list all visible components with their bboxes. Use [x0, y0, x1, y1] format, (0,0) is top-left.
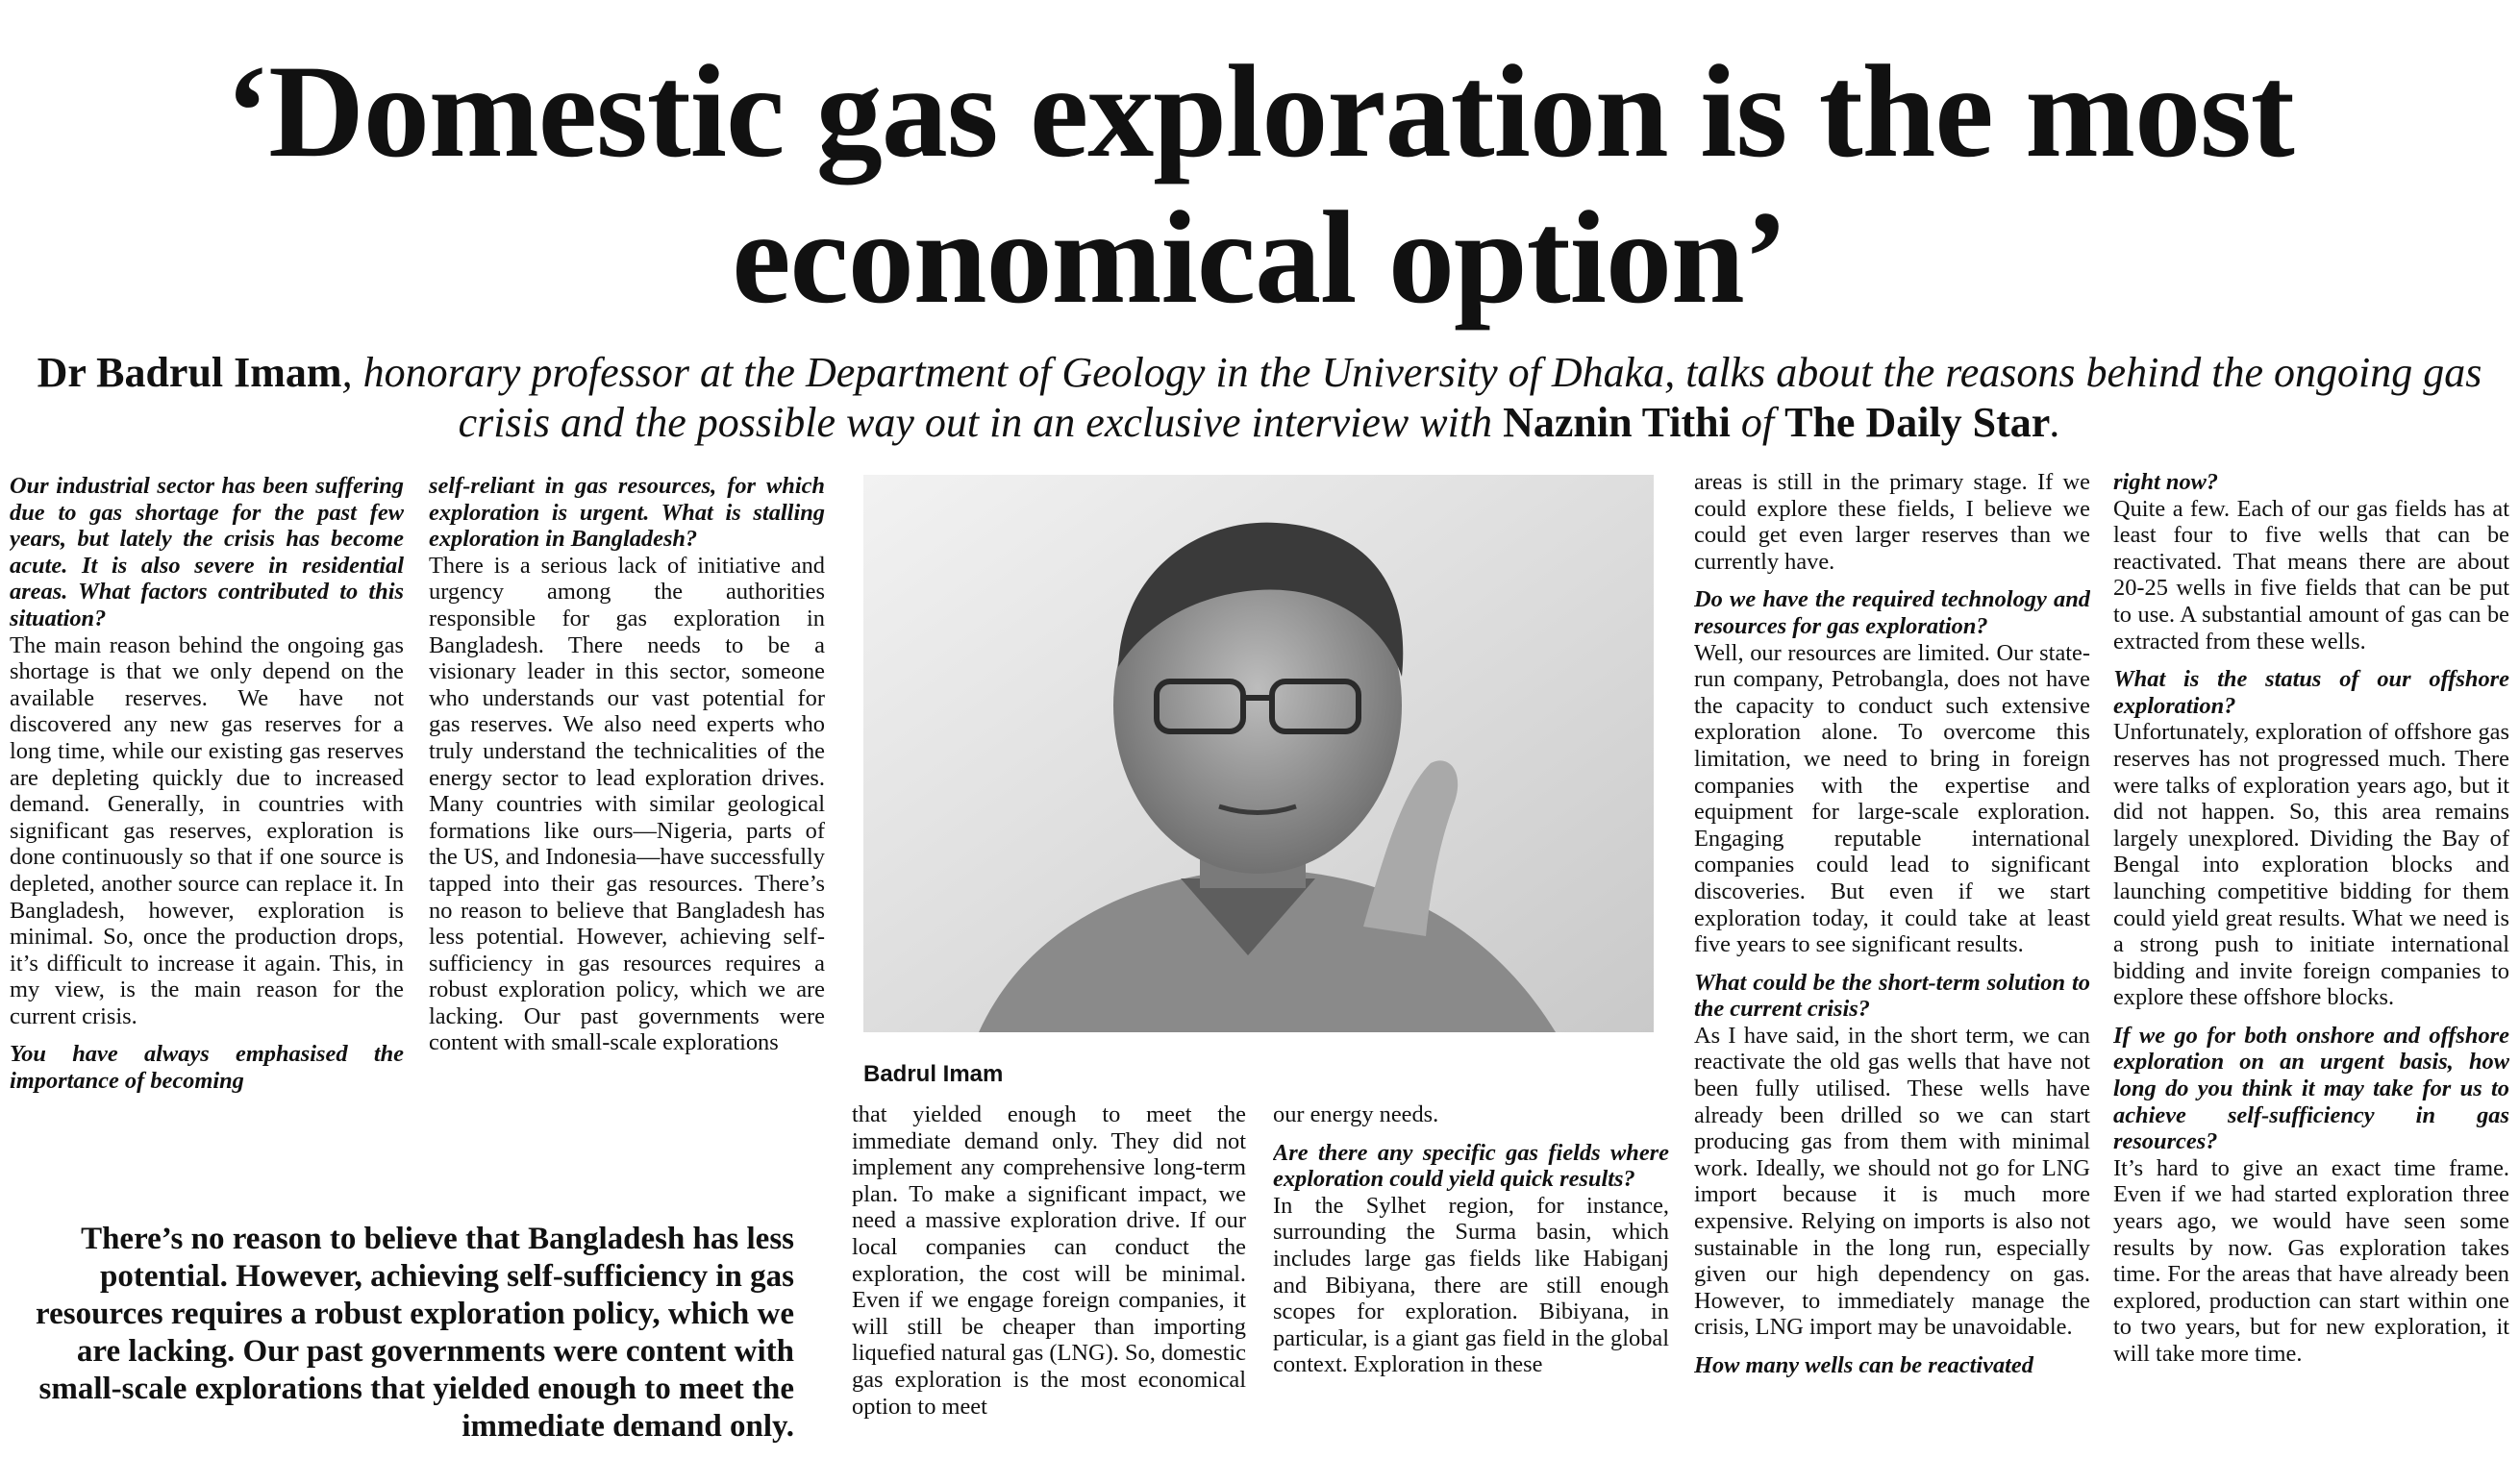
question: Are there any specific gas fields where exploration could yield quick results?	[1273, 1139, 1669, 1193]
column-2	[429, 473, 825, 1165]
column-5	[1694, 469, 2090, 1478]
answer: areas is still in the primary stage. If we could explore these fields, I believe we could get even larger reserves than we currently have.	[1694, 469, 2090, 575]
question: How many wells can be reactivated	[1694, 1352, 2033, 1378]
standfirst-text: , honorary professor at the Department of Geology in the University of Dhaka, talks about the reasons behind the ongoing gas crisis and the possible way out in an exclusive interview with	[341, 349, 2482, 446]
answer: In the Sylhet region, for instance, surrounding the Surma basin, which includes large gas fields like Habiganj and Bibiyana, there are still enough scopes for exploration. Bibiyana, in particular, is a giant gas field in the global context. Exploration in these	[1273, 1192, 1669, 1378]
interviewee-name: Dr Badrul Imam	[37, 349, 342, 396]
question: You have always emphasised the importance of becoming	[10, 1041, 404, 1095]
question: What is the status of our offshore exploration?	[2113, 666, 2509, 719]
publication-name: The Daily Star	[1784, 399, 2051, 446]
answer: Quite a few. Each of our gas fields has at least four to five wells that can be reactivated. That means there are about 20-25 wells in five fields that can be put to use. A substantial amount of gas can be extracted from these wells.	[2113, 495, 2509, 655]
answer: our energy needs.	[1273, 1101, 1439, 1127]
standfirst	[10, 348, 2509, 448]
question: Our industrial sector has been suffering due to gas shortage for the past few years, but lately the crisis has become acute. It is also severe in residential areas. What factors contributed to this situation?	[10, 473, 404, 631]
question: self-reliant in gas resources, for which exploration is urgent. What is stalling exploration in Bangladesh?	[429, 473, 825, 553]
answer: Unfortunately, exploration of offshore gas reserves has not progressed much. There were talks of exploration years ago, but it did not happen. So, this area remains largely unexplored. Dividing the Bay of Bengal into exploration blocks and launching competitive bidding for them could yield great results. What we need is a strong push to initiate international bidding and invite foreign companies to explore these offshore blocks.	[2113, 719, 2509, 1011]
interviewer-name: Naznin Tithi	[1503, 399, 1731, 446]
headline-line-1: ‘Domestic gas exploration is the most	[225, 37, 2294, 185]
column-3	[852, 1101, 1246, 1476]
column-4	[1273, 1101, 1669, 1476]
question: What could be the short-term solution to the current crisis?	[1694, 969, 2090, 1023]
photo-caption: Badrul Imam	[863, 1061, 1004, 1087]
pull-quote: There’s no reason to believe that Bangladesh has less potential. However, achieving self-sufficiency in gas resources requires a robust exploration policy, which we are lacking. Our past governments were content with small-scale explorations that yielded enough to meet the immediate demand only.	[36, 1222, 794, 1444]
answer: It’s hard to give an exact time frame. Even if we had started exploration three years ago, we would have seen some results by now. Gas exploration takes time. For the areas that have already been explored, production can start within one to two years, but for new exploration, it will take more time.	[2113, 1154, 2509, 1367]
answer: As I have said, in the short term, we can reactivate the old gas wells that have not been fully utilised. These wells have already been drilled so we can start producing gas from them with minimal work. Ideally, we should not go for LNG import because it is much more expensive. Relying on imports is also not sustainable in the long run, especially given our high dependency on gas. However, to immediately manage the crisis, LNG import may be unavoidable.	[1694, 1022, 2090, 1341]
standfirst-of: of	[1730, 399, 1785, 446]
question: If we go for both onshore and offshore exploration on an urgent basis, how long do you think it may take for us to achieve self-sufficiency in gas resources?	[2113, 1022, 2509, 1155]
column-1	[10, 473, 404, 1165]
question: Do we have the required technology and resources for gas exploration?	[1694, 586, 2090, 639]
column-6	[2113, 469, 2509, 1478]
answer: that yielded enough to meet the immediate demand only. They did not implement any comprehensive long-term plan. To make a significant impact, we need a massive exploration drive. If our local companies can conduct the exploration, the cost will be minimal. Even if we engage foreign companies, it will still be cheaper than importing liquefied natural gas (LNG). So, domestic gas exploration is the most economical option to meet	[852, 1101, 1246, 1420]
headline-line-2: economical option’	[732, 184, 1787, 331]
answer: The main reason behind the ongoing gas shortage is that we only depend on the available reserves. We have not discovered any new gas reserves for a long time, while our existing gas reserves are depleting quickly due to increased demand. Generally, in countries with significant gas reserves, exploration is done continuously so that if one source is depleted, another source can replace it. In Bangladesh, however, exploration is minimal. So, once the production drops, it’s difficult to increase it again. This, in my view, is the main reason for the current crisis.	[10, 631, 404, 1029]
answer: There is a serious lack of initiative and urgency among the authorities responsible for gas exploration in Bangladesh. There needs to be a visionary leader in this sector, someone who understands our vast potential for gas reserves. We also need experts who truly understand the technicalities of the energy sector to lead exploration drives. Many countries with similar geological formations like ours—Nigeria, parts of the US, and Indonesia—have successfully tapped into their gas resources. There’s no reason to believe that Bangladesh has less potential. However, achieving self-sufficiency in gas resources requires a robust exploration policy, which we are lacking. Our past governments were content with small-scale explorations	[429, 552, 825, 1056]
headline	[0, 38, 2519, 331]
question: right now?	[2113, 469, 2219, 495]
standfirst-end: .	[2050, 399, 2061, 446]
answer: Well, our resources are limited. Our state-run company, Petrobangla, does not have the capacity to conduct such extensive exploration alone. To overcome this limitation, we need to bring in foreign companies with the expertise and equipment for large-scale exploration. Engaging reputable international companies could lead to significant discoveries. But even if we start exploration today, it could take at least five years to see significant results.	[1694, 639, 2090, 958]
portrait-photo	[863, 475, 1654, 1032]
